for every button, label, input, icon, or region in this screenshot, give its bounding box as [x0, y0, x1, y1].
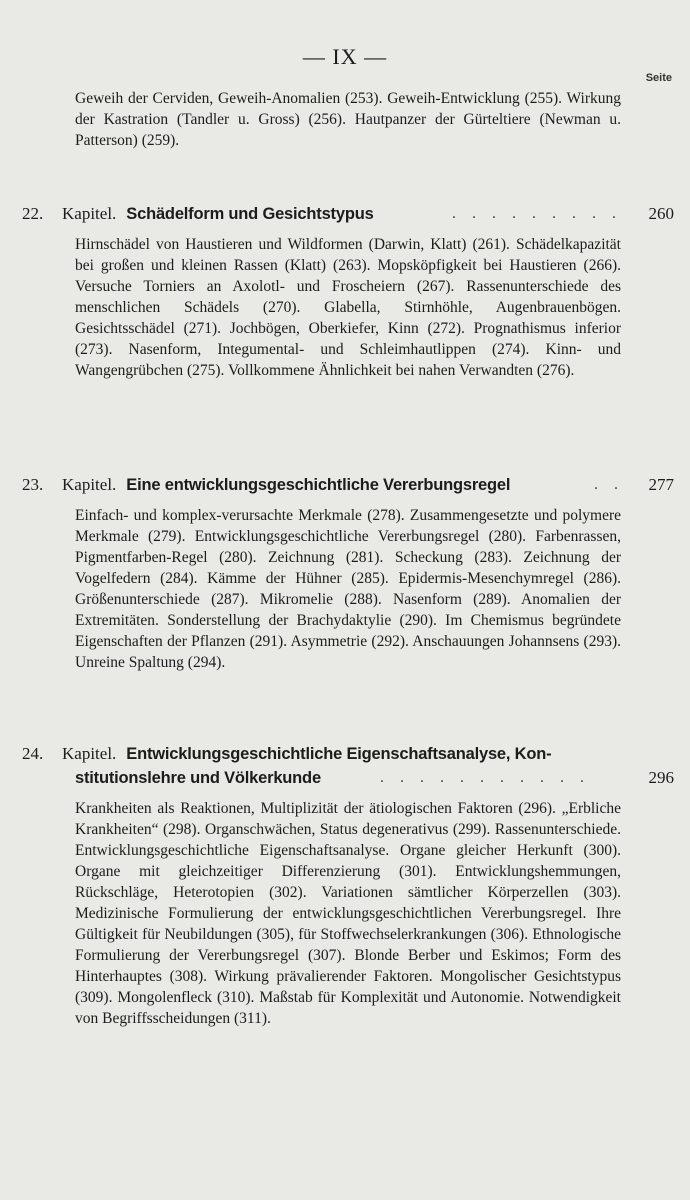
chapter-24-body: Krankheiten als Reaktionen, Multiplizität der ätiologischen Faktoren (296). „Erbliche Krankheiten“ (298). Organschwächen, Status degenerativus (299). Rassenunterschiede. Entwicklungsgeschichtliche Eigenschaftsanalyse. Organe gleicher Herkunft (300). Organe mit gleichzeitiger Differenzierung (301). Entwicklungshemmungen, Rückschläge, Heterotopien (302). Variationen sämtlicher Körperzellen (303). Medizinische Formulierung der entwicklungsgeschichtlichen Vererbungsregel. Ihre Gültigkeit für Neubildungen (305), für Stoffwechselerkrankungen (306). Ethnologische Formulierung der Vererbungsregel (307). Blonde Berber und Eskimos; Form des Hinterhauptes (308). Wirkung prävalierender Faktoren. Mongolischer Gesichtstypus (309). Mongolenfleck (310). Maßstab für Komplexität und Autonomie. Notwendigkeit von Begriffsscheidungen (311).: [75, 800, 621, 1027]
chapter-kapitel: Kapitel.: [62, 744, 117, 763]
leader-dots: . . . . . . . . . . .: [380, 769, 590, 786]
page-number: — IX —: [302, 44, 388, 69]
chapter-page: 296: [648, 768, 674, 787]
chapter-number: 24.: [22, 744, 44, 763]
chapter-22-body: Hirnschädel von Haustieren und Wildformen (Darwin, Klatt) (261). Schädelkapazität bei großen und kleinen Rassen (Klatt) (263). Mopsköpfigkeit bei Haustieren (266). Versuche Torniers an Axolotl- und Froscheiern (267). Rassenunterschiede des menschlichen Schädels (270). Glabella, Stirnhöhle, Augenbrauenbögen. Gesichtsschädel (271). Jochbögen, Oberkiefer, Kinn (272). Prognathismus inferior (273). Nasenform, Integumental- und Schleimhautlippen (274). Kinn- und Wangengrübchen (275). Vollkommene Ähnlichkeit bei nahen Verwandten (276).: [75, 236, 621, 379]
chapter-title: Entwicklungsgeschichtliche Eigenschaftsanalyse, Kon-: [126, 745, 552, 763]
chapter-page: 277: [648, 475, 674, 494]
leader-dots: . .: [594, 476, 624, 493]
chapter-number: 22.: [22, 204, 44, 223]
chapter-title: Schädelform und Gesichtstypus: [126, 205, 374, 223]
chapter-24-heading: [22, 743, 674, 789]
chapter-kapitel: Kapitel.: [62, 204, 117, 223]
chapter-number: 23.: [22, 475, 44, 494]
chapter-23-body: Einfach- und komplex-verursachte Merkmale (278). Zusammengesetzte und polymere Merkmale (279). Entwicklungsgeschichtliche Vererbungsregel (280). Farbenrassen, Pigmentfarben-Regel (280). Zeichnung (281). Scheckung (283). Zeichnung der Vogelfedern (284). Kämme der Hühner (285). Epidermis-Mesenchymregel (286). Größenunterschiede (287). Mikromelie (288). Nasenform (289). Anomalien der Extremitäten. Sonderstellung der Brachydaktylie (290). Im Chemismus begründete Eigenschaften der Pflanzen (291). Asymmetrie (292). Anschauungen Johannsens (293). Unreine Spaltung (294).: [75, 507, 621, 671]
chapter-kapitel: Kapitel.: [62, 475, 117, 494]
intro-paragraph: Geweih der Cerviden, Geweih-Anomalien (253). Geweih-Entwicklung (255). Wirkung der Kastration (Tandler u. Gross) (256). Hautpanzer der Gürteltiere (Newman u. Patterson) (259).: [75, 90, 621, 149]
chapter-page: 260: [648, 204, 674, 223]
leader-dots: . . . . . . . . .: [452, 205, 622, 222]
chapter-title: Eine entwicklungsgeschichtliche Vererbungsregel: [126, 476, 511, 494]
seite-label: Seite: [645, 72, 672, 84]
chapter-title-line2: stitutionslehre und Völkerkunde: [75, 769, 321, 787]
chapter-22-heading: [22, 203, 674, 225]
chapter-23-heading: [22, 474, 674, 496]
